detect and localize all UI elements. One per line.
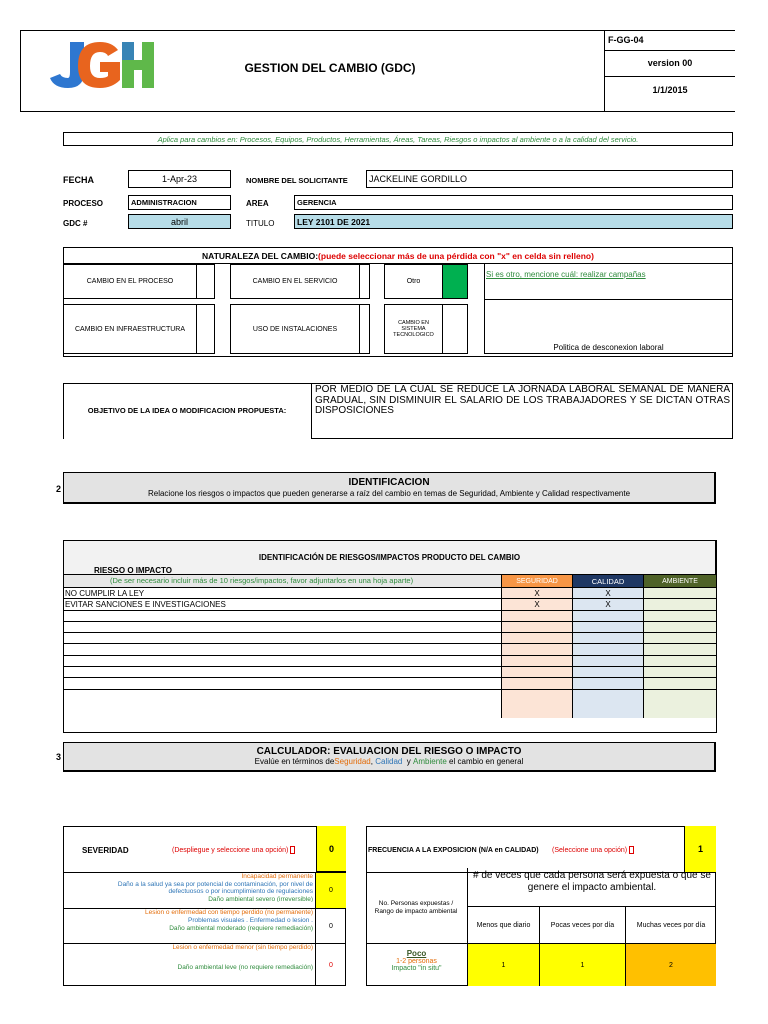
risk-row (64, 611, 716, 622)
ambiente-cell[interactable] (644, 633, 716, 643)
section-2-number: 2 (56, 484, 62, 494)
risk-cell[interactable] (64, 690, 502, 718)
sev-r1-a: Incapacidad permanente (241, 873, 313, 880)
risk-row (64, 678, 716, 689)
seguridad-cell[interactable] (502, 644, 573, 654)
risk-cell[interactable]: NO CUMPLIR LA LEY (64, 588, 502, 598)
risk-cell[interactable] (64, 678, 502, 688)
cambio-sistema-check[interactable] (442, 304, 468, 354)
calculador-subtitle (64, 757, 714, 766)
sev-r1-c: Daño ambiental severo (irreversible) (208, 895, 313, 902)
form-date: 1/1/2015 (652, 85, 688, 95)
cambio-proceso-check[interactable] (196, 264, 215, 299)
frecuencia-hint-text: (Seleccione una opción) (552, 846, 628, 854)
header-line-1 (604, 50, 735, 51)
frec-v1: 1 (467, 944, 540, 986)
calidad-cell[interactable] (573, 633, 644, 643)
ambiente-cell[interactable] (644, 644, 716, 654)
seguridad-cell[interactable] (502, 690, 573, 718)
header-line-2 (604, 76, 735, 77)
risk-row (64, 633, 716, 644)
risk-row (64, 588, 716, 599)
riesgos-rows (64, 588, 716, 718)
severidad-hint (172, 844, 295, 856)
company-logo (48, 36, 158, 92)
frec-question: # de veces que cada persona será expuesta o que se genere el impacto ambiental. (467, 868, 716, 906)
col-seguridad: SEGURIDAD (502, 575, 573, 587)
sev-r2-b: Problemas visuales . Enfermedad o lesion . (187, 917, 313, 924)
otro-note (484, 264, 733, 299)
risk-cell[interactable] (64, 611, 502, 621)
riesgos-header (64, 566, 716, 588)
frecuencia-dropdown-icon[interactable] (629, 846, 634, 854)
risk-cell[interactable] (64, 622, 502, 632)
ambiente-cell[interactable] (644, 611, 716, 621)
risk-cell[interactable]: EVITAR SANCIONES E INVESTIGACIONES (64, 599, 502, 609)
area-field[interactable]: GERENCIA (294, 195, 733, 210)
frec-pocas: Pocas veces por día (540, 907, 626, 943)
risk-row (64, 622, 716, 633)
uso-instalaciones-check[interactable] (359, 304, 370, 354)
calc-sub-calidad: Calidad (375, 757, 403, 766)
frec-poco-sub2: Impacto "in situ" (391, 965, 442, 972)
frecuencia-value[interactable]: 1 (684, 826, 716, 872)
calidad-cell[interactable]: X (573, 599, 644, 609)
applies-note (63, 132, 733, 146)
seguridad-cell[interactable] (502, 656, 573, 666)
severidad-hint-text: (Despliegue y seleccione una opción) (172, 846, 289, 854)
cambio-servicio-label: CAMBIO EN EL SERVICIO (230, 264, 360, 299)
ambiente-cell[interactable] (644, 622, 716, 632)
identificacion-subtitle: Relacione los riesgos o impactos que pueden generarse a raíz del cambio en temas de Seguridad, Ambiente y Calidad respectivamente (147, 489, 631, 498)
fecha-label: FECHA (63, 175, 94, 185)
sev-r1-b: Daño a la salud ya sea por potencial de contaminación, por nivel de defectuosos o por incumplimiento de regulaciones (117, 880, 313, 895)
severidad-value[interactable]: 0 (316, 826, 346, 872)
frec-poco: Poco (406, 949, 427, 958)
solicitante-field[interactable]: JACKELINE GORDILLO (366, 170, 733, 188)
risk-cell[interactable] (64, 656, 502, 666)
frec-v3: 2 (626, 944, 716, 986)
seguridad-cell[interactable] (502, 611, 573, 621)
cambio-servicio-check[interactable] (359, 264, 370, 299)
header-bottom-line (20, 111, 735, 112)
naturaleza-title (63, 249, 733, 263)
calc-sub-seguridad: Seguridad (334, 757, 371, 766)
frec-poco-sub1: 1-2 personas (396, 958, 437, 965)
risk-row (64, 656, 716, 667)
seguridad-cell[interactable] (502, 667, 573, 677)
identificacion-title: IDENTIFICACION (348, 477, 430, 488)
ambiente-cell[interactable] (644, 678, 716, 688)
calidad-cell[interactable] (573, 611, 644, 621)
naturaleza-title-main: NATURALEZA DEL CAMBIO: (202, 251, 319, 261)
naturaleza-title-note: (puede seleccionar más de una pérdida con "x" en celda sin relleno) (318, 251, 594, 261)
risk-cell[interactable] (64, 633, 502, 643)
sev-r3-value: 0 (329, 961, 333, 969)
frecuencia-label: FRECUENCIA A LA EXPOSICION (N/A en CALIDAD) (368, 846, 539, 854)
objetivo-label: OBJETIVO DE LA IDEA O MODIFICACION PROPUESTA: (87, 405, 287, 415)
gdc-label: GDC # (63, 218, 88, 228)
calc-sub-y: y (402, 757, 414, 766)
frec-muchas: Muchas veces por día (636, 921, 706, 929)
risk-cell[interactable] (64, 667, 502, 677)
ambiente-cell[interactable] (644, 599, 716, 609)
otro-note-text: Si es otro, mencione cuál: realizar campañas (486, 270, 646, 279)
riesgos-title: IDENTIFICACIÓN DE RIESGOS/IMPACTOS PRODUCTO DEL CAMBIO (64, 541, 716, 575)
calidad-cell[interactable] (573, 678, 644, 688)
calc-sub-pre: Evalúe en términos de (254, 757, 335, 766)
calc-sub-ambiente: Ambiente (413, 757, 447, 766)
fecha-field[interactable]: 1-Apr-23 (128, 170, 231, 188)
calc-sub-sep: , (370, 757, 376, 766)
calidad-cell[interactable] (573, 667, 644, 677)
calidad-cell[interactable]: X (573, 588, 644, 598)
cambio-sistema-label: CAMBIO EN SISTEMA TECNOLOGICO (384, 304, 443, 354)
calc-sub-post: el cambio en general (446, 757, 524, 766)
ambiente-cell[interactable] (644, 588, 716, 598)
sev-r2-a: Lesion o enfermedad con tiempo perdido (no permanente) (144, 909, 313, 916)
sev-r2-value: 0 (329, 922, 333, 930)
risk-row (64, 644, 716, 655)
riesgos-col-note: (De ser necesario incluir más de 10 riesgos/impactos, favor adjuntarlos en una hoja aparte) (110, 576, 414, 585)
risk-cell[interactable] (64, 644, 502, 654)
calidad-cell[interactable] (573, 690, 644, 718)
calidad-cell[interactable] (573, 656, 644, 666)
seguridad-cell[interactable]: X (502, 599, 573, 609)
seguridad-cell[interactable] (502, 622, 573, 632)
titulo-label: TITULO (246, 218, 275, 228)
frecuencia-hint (552, 844, 634, 856)
sev-row-2 (63, 909, 316, 943)
ambiente-cell[interactable] (644, 690, 716, 718)
calidad-cell[interactable] (573, 644, 644, 654)
risk-row (64, 599, 716, 610)
severidad-dropdown-icon[interactable] (290, 846, 295, 854)
seguridad-cell[interactable]: X (502, 588, 573, 598)
riesgos-col-label: RIESGO O IMPACTO (94, 566, 172, 575)
titulo-field[interactable]: LEY 2101 DE 2021 (294, 214, 733, 229)
proceso-field[interactable]: ADMINISTRACION (128, 195, 231, 210)
solicitante-label: NOMBRE DEL SOLICITANTE (246, 175, 348, 185)
objetivo-text[interactable]: POR MEDIO DE LA CUAL SE REDUCE LA JORNADA LABORAL SEMANAL DE MANERA GRADUAL, SIN DISMINUIR EL SALARIO DE LOS TRABAJADORES Y SE DICTAN OTRAS DISPOSICIONES (311, 383, 733, 439)
riesgos-col-risk (64, 566, 502, 587)
risk-row (64, 667, 716, 678)
identificacion-box (63, 472, 716, 504)
sev-r2-c: Daño ambiental moderado (requiere remediación) (169, 925, 313, 932)
calculador-title: CALCULADOR: EVALUACION DEL RIESGO O IMPACTO (256, 746, 522, 757)
col-calidad: CALIDAD (573, 575, 644, 587)
gdc-field[interactable]: abril (128, 214, 231, 229)
ambiente-cell[interactable] (644, 667, 716, 677)
riesgos-table (63, 540, 717, 733)
sev-r3-a: Lesion o enfermedad menor (sin tiempo perdido) (172, 944, 313, 951)
sev-row-1 (63, 873, 316, 908)
sev-r1-value: 0 (316, 873, 346, 908)
cambio-infra-label: CAMBIO EN INFRAESTRUCTURA (63, 304, 197, 354)
form-title: GESTION DEL CAMBIO (GDC) (244, 61, 416, 75)
cambio-otro-check[interactable] (442, 264, 468, 299)
calculador-box (63, 742, 716, 772)
risk-row (64, 690, 716, 718)
sev-row-3 (63, 944, 316, 986)
section-3-number: 3 (56, 752, 62, 762)
col-ambiente: AMBIENTE (644, 575, 716, 587)
sev-r3-c: Daño ambiental leve (no requiere remediación) (177, 964, 313, 971)
area-label: AREA (246, 198, 269, 208)
cambio-otro-label: Otro (384, 264, 443, 299)
uso-instalaciones-label: USO DE INSTALACIONES (230, 304, 360, 354)
frec-personas: No. Personas expuestas / Rango de impacto ambiental (374, 900, 458, 915)
cambio-proceso-label: CAMBIO EN EL PROCESO (63, 264, 197, 299)
frec-v2: 1 (540, 944, 626, 986)
frec-poco-cell (366, 944, 467, 986)
cambio-infra-check[interactable] (196, 304, 215, 354)
otro-value[interactable]: Politica de desconexion laboral (553, 342, 664, 352)
form-code: F-GG-04 (608, 35, 644, 45)
applies-note-text: Aplica para cambios en: Procesos, Equipos, Productos, Herramientas, Áreas, Tareas, Riesgos o impactos al ambiente o a la calidad del servicio. (157, 134, 639, 144)
severidad-label: SEVERIDAD (82, 845, 129, 855)
seguridad-cell[interactable] (502, 633, 573, 643)
seguridad-cell[interactable] (502, 678, 573, 688)
ambiente-cell[interactable] (644, 656, 716, 666)
proceso-label: PROCESO (63, 198, 104, 208)
form-version: version 00 (647, 58, 693, 68)
calidad-cell[interactable] (573, 622, 644, 632)
frec-menos: Menos que diario (467, 907, 540, 943)
